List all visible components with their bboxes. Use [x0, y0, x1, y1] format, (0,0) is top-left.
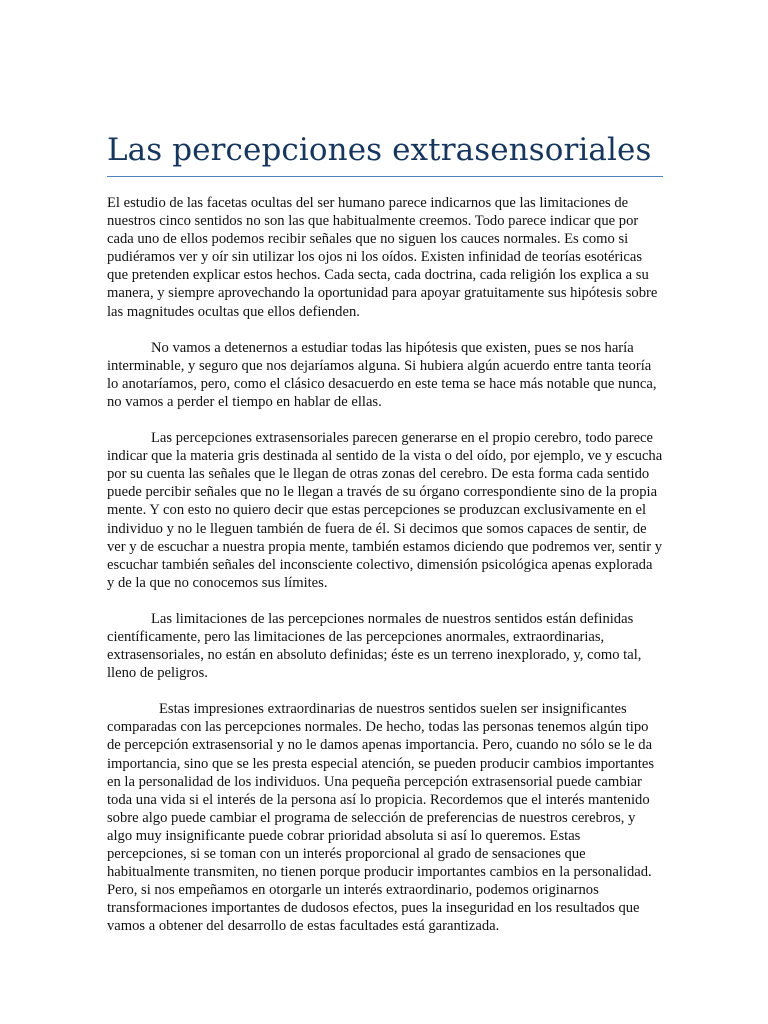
paragraph-4: Las limitaciones de las percepciones normales de nuestros sentidos están definidas científicamente, pero las limitaciones de las percepciones anormales, extraordinarias, extrasensoriales, no están en absoluto definidas; éste es un terreno inexplorado, y, como tal, lleno de peligros.	[107, 610, 642, 682]
page-title: Las percepciones extrasensoriales	[107, 132, 652, 168]
paragraph-3: Las percepciones extrasensoriales parecen generarse en el propio cerebro, todo parece indicar que la materia gris destinada al sentido de la vista o del oído, por ejemplo, ve y escucha por su cuenta las señales que le llegan de otras zonas del cerebro. De esta forma cada sentido puede percibir señales que no le llegan a través de su órgano correspondiente sino de la propia mente. Y con esto no quiero decir que estas percepciones se produzcan exclusivamente en el individuo y no le lleguen también de fuera de él. Si decimos que somos capaces de sentir, de ver y de escuchar a nuestra propia mente, también estamos diciendo que podremos ver, sentir y escuchar también señales del inconsciente colectivo, dimensión psicológica apenas explorada y de la que no conocemos sus límites.	[107, 430, 663, 591]
document-body	[107, 194, 663, 953]
paragraph-1: El estudio de las facetas ocultas del ser humano parece indicarnos que las limitaciones de nuestros cinco sentidos no son las que habitualmente creemos. Todo parece indicar que por cada uno de ellos podemos recibir señales que no siguen los cauces normales. Es como si pudiéramos ver y oír sin utilizar los ojos ni los oídos. Existen infinidad de teorías esotéricas que pretenden explicar estos hechos. Cada secta, cada doctrina, cada religión los explica a su manera, y siempre aprovechando la oportunidad para apoyar gratuitamente sus hipótesis sobre las magnitudes ocultas que ellos defienden.	[107, 195, 658, 320]
paragraph-5: Estas impresiones extraordinarias de nuestros sentidos suelen ser insignificantes comparadas con las percepciones normales. De hecho, todas las personas tenemos algún tipo de percepción extrasensorial y no le damos apenas importancia. Pero, cuando no sólo se le da importancia, sino que se les presta especial atención, se pueden producir cambios importantes en la personalidad de los individuos. Una pequeña percepción extrasensorial puede cambiar toda una vida si el interés de la persona así lo propicia. Recordemos que el interés mantenido sobre algo puede cambiar el programa de selección de preferencias de nuestros cerebros, y algo muy insignificante puede cobrar prioridad absoluta si así lo queremos. Estas percepciones, si se toman con un interés proporcional al grado de sensaciones que habitualmente transmiten, no tienen porque producir importantes cambios en la personalidad. Pero, si nos empeñamos en otorgarle un interés extraordinario, podemos originarnos transformaciones importantes de dudosos efectos, pues la inseguridad en los resultados que vamos a obtener del desarrollo de estas facultades está garantizada.	[107, 701, 655, 935]
title-underline-divider	[107, 176, 663, 177]
paragraph-2: No vamos a detenernos a estudiar todas las hipótesis que existen, pues se nos haría interminable, y seguro que nos dejaríamos alguna. Si hubiera algún acuerdo entre tanta teoría lo anotaríamos, pero, como el clásico desacuerdo en este tema se hace más notable que nunca, no vamos a perder el tiempo en hablar de ellas.	[107, 339, 657, 410]
